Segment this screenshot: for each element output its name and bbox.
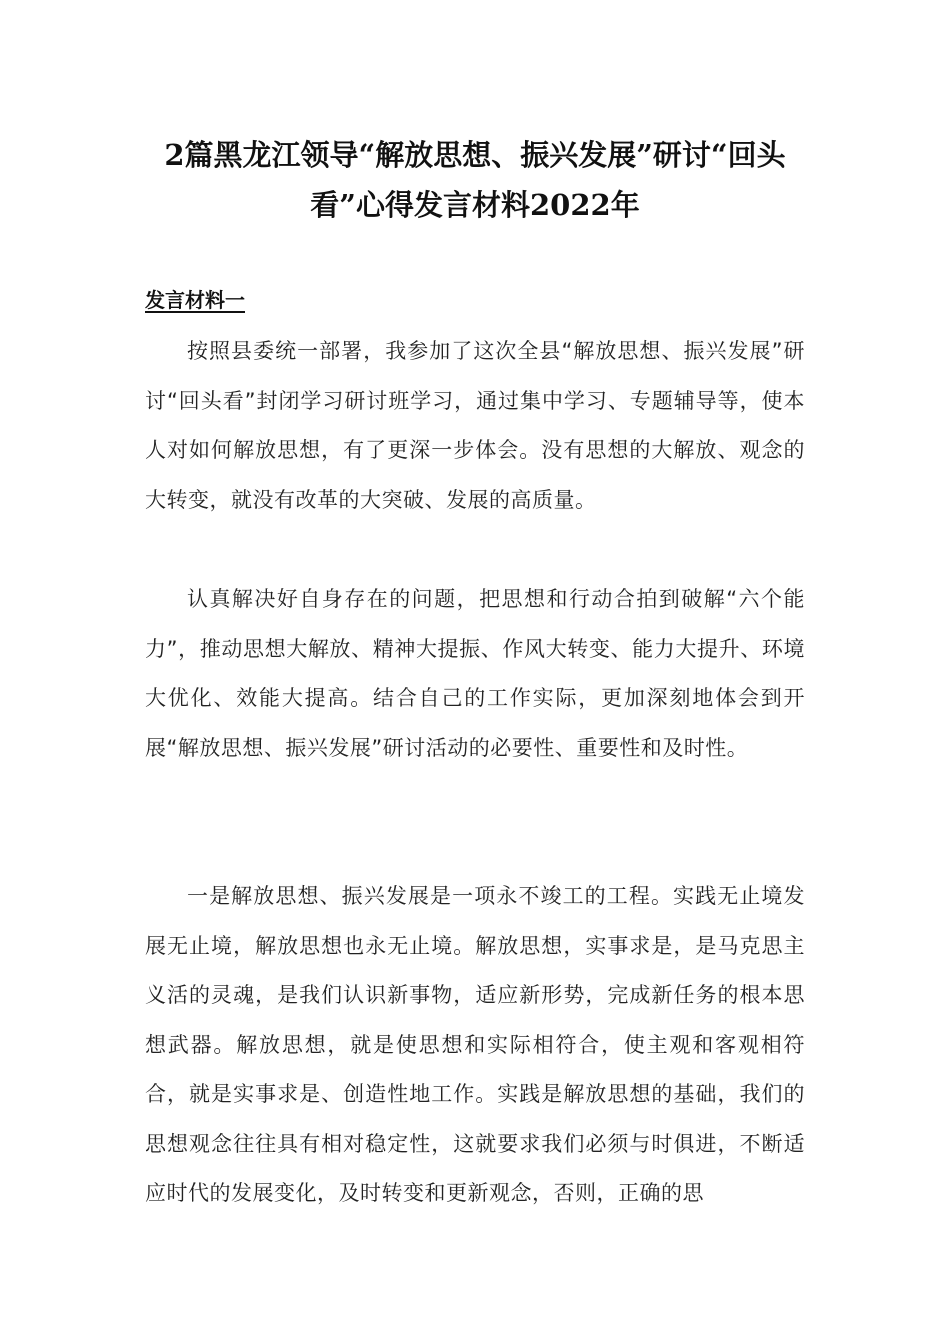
paragraph-1: 按照县委统一部署，我参加了这次全县“解放思想、振兴发展”研讨“回头看”封闭学习研讨班学习，通过集中学习、专题辅导等，使本人对如何解放思想，有了更深一步体会。没有思想的大解放、观念的大转变，就没有改革的大突破、发展的高质量。 <box>145 339 805 512</box>
paragraph-3: 一是解放思想、振兴发展是一项永不竣工的工程。实践无止境发展无止境，解放思想也永无止境。解放思想，实事求是，是马克思主义活的灵魂，是我们认识新事物，适应新形势，完成新任务的根本思想武器。解放思想，就是使思想和实际相符合，使主观和客观相符合，就是实事求是、创造性地工作。实践是解放思想的基础，我们的思想观念往往具有相对稳定性，这就要求我们必须与时俱进，不断适应时代的发展变化，及时转变和更新观念，否则，正确的思 <box>145 884 805 1205</box>
section-heading: 发言材料一 <box>145 288 245 312</box>
document-title-line-1: 2篇黑龙江领导“解放思想、振兴发展”研讨“回头 <box>164 138 786 172</box>
document-title-line-2: 看”心得发言材料2022年 <box>310 188 640 222</box>
paragraph-2: 认真解决好自身存在的问题，把思想和行动合拍到破解“六个能力”，推动思想大解放、精神大提振、作风大转变、能力大提升、环境大优化、效能大提高。结合自己的工作实际，更加深刻地体会到开展“解放思想、振兴发展”研讨活动的必要性、重要性和及时性。 <box>145 587 805 760</box>
